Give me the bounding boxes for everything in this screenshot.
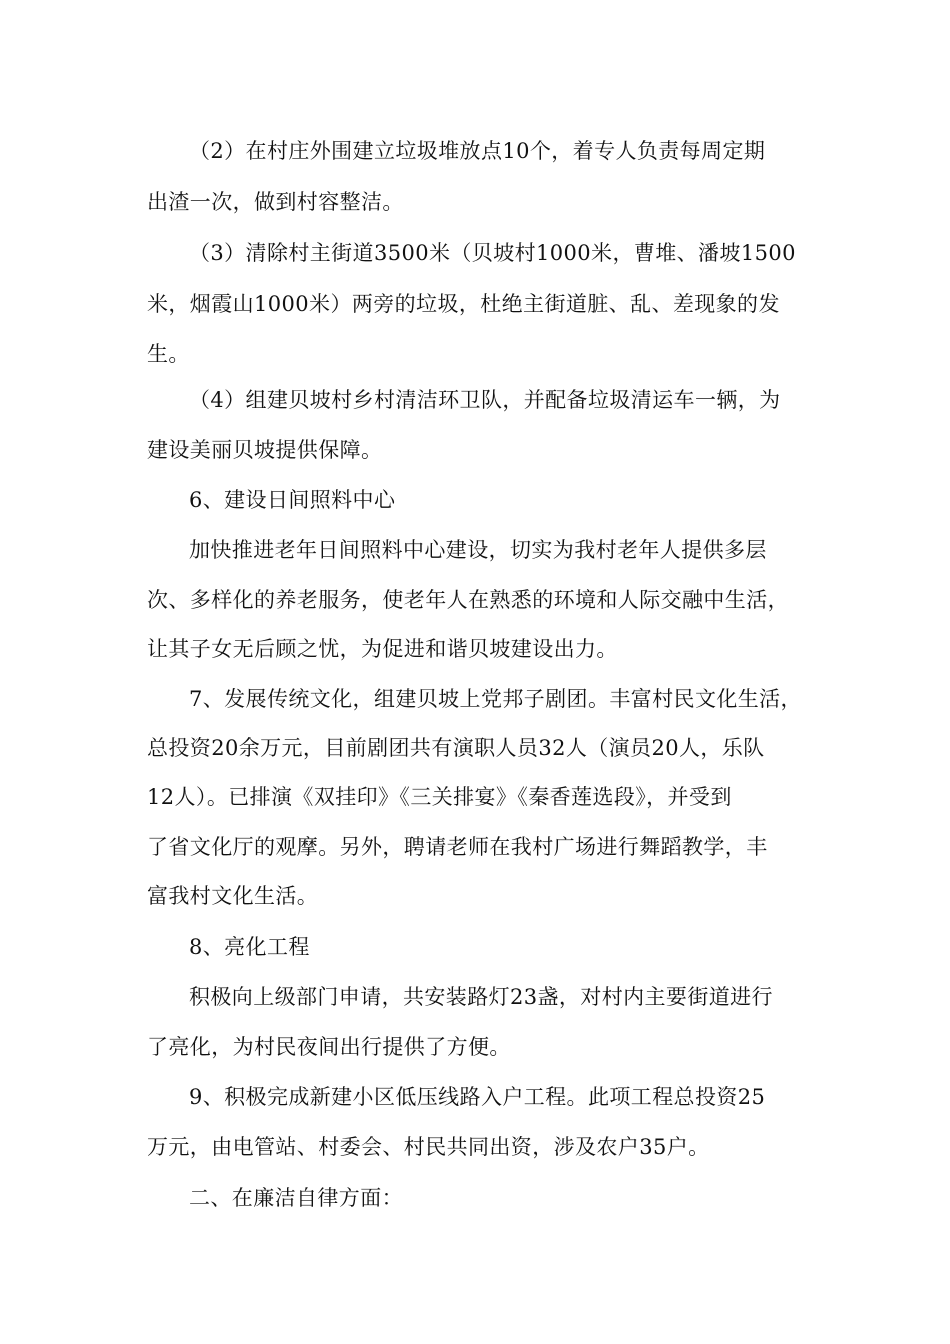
paragraph-line: （3）清除村主街道3500米（贝坡村1000米，曹堆、潘坡1500 — [189, 241, 796, 265]
paragraph-line: 加快推进老年日间照料中心建设，切实为我村老年人提供多层 — [189, 538, 767, 562]
paragraph-line: 9、积极完成新建小区低压线路入户工程。此项工程总投资25 — [189, 1085, 766, 1109]
paragraph-line: （4）组建贝坡村乡村清洁环卫队，并配备垃圾清运车一辆，为 — [189, 388, 781, 412]
section-heading: 6、建设日间照料中心 — [189, 488, 396, 512]
paragraph-line: 万元，由电管站、村委会、村民共同出资，涉及农户35户。 — [147, 1135, 710, 1159]
paragraph-line: 生。 — [147, 342, 190, 366]
paragraph-line: 积极向上级部门申请，共安装路灯23盏，对村内主要街道进行 — [189, 985, 773, 1009]
paragraph-line: 7、发展传统文化，组建贝坡上党邦子剧团。丰富村民文化生活， — [189, 687, 802, 711]
paragraph-line: 米，烟霞山1000米）两旁的垃圾，杜绝主街道脏、乱、差现象的发 — [147, 292, 780, 316]
paragraph-line: 了亮化，为村民夜间出行提供了方便。 — [147, 1035, 511, 1059]
paragraph-line: 了省文化厅的观摩。另外，聘请老师在我村广场进行舞蹈教学，丰 — [147, 835, 768, 859]
paragraph-line: 出渣一次，做到村容整洁。 — [147, 190, 404, 214]
paragraph-line: 让其子女无后顾之忧，为促进和谐贝坡建设出力。 — [147, 637, 618, 661]
paragraph-line: （2）在村庄外围建立垃圾堆放点10个，着专人负责每周定期 — [189, 139, 766, 163]
section-heading: 8、亮化工程 — [189, 935, 310, 959]
section-heading: 二、在廉洁自律方面： — [189, 1186, 403, 1210]
paragraph-line: 次、多样化的养老服务，使老年人在熟悉的环境和人际交融中生活， — [147, 588, 789, 612]
paragraph-line: 12人）。已排演《双挂印》《三关排宴》《秦香莲选段》，并受到 — [147, 785, 732, 809]
paragraph-line: 建设美丽贝坡提供保障。 — [147, 438, 383, 462]
paragraph-line: 富我村文化生活。 — [147, 884, 319, 908]
paragraph-line: 总投资20余万元，目前剧团共有演职人员32人（演员20人，乐队 — [147, 736, 765, 760]
